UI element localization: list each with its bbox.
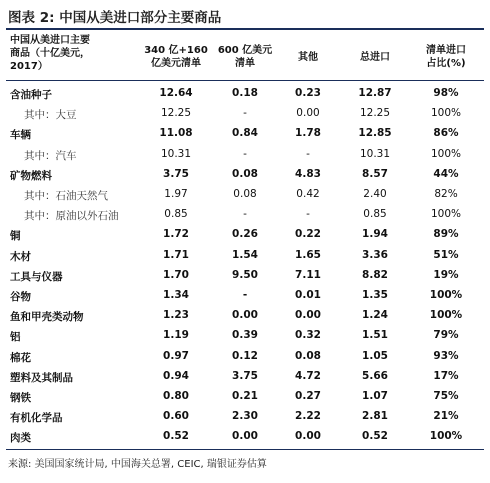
cell-c1: 12.64	[159, 87, 193, 99]
cell-c5: 51%	[433, 248, 459, 261]
cell-c3: -	[306, 147, 310, 160]
cell-c3: 1.65	[295, 248, 321, 261]
cell-c4: 2.40	[363, 188, 387, 200]
cell-c5: 100%	[429, 309, 463, 322]
cell-c4: 1.05	[362, 349, 388, 362]
cell-c3: 0.27	[295, 390, 321, 402]
cell-c3: 7.11	[295, 268, 321, 281]
cell-c1: 12.25	[160, 107, 192, 120]
cell-c5: 19%	[433, 268, 459, 281]
bottom-rule	[6, 449, 484, 450]
cell-c2: 0.84	[232, 127, 258, 140]
cell-c1: 1.23	[163, 309, 189, 322]
header-col1-line: 340 亿+160	[144, 45, 208, 56]
cell-c5: 100%	[430, 208, 462, 221]
table-row	[6, 347, 484, 367]
row-sublabel: 其中：石油天然气	[24, 190, 108, 202]
cell-c1: 1.34	[163, 289, 189, 301]
row-label: 工具与仪器	[10, 270, 63, 283]
cell-c5: 98%	[433, 87, 459, 99]
cell-c3: 0.23	[295, 87, 321, 99]
table-row	[6, 165, 484, 185]
cell-c3: 0.42	[296, 188, 320, 200]
cell-c3: 2.22	[295, 410, 321, 423]
cell-c1: 1.72	[163, 228, 189, 241]
row-label: 铝	[10, 331, 21, 344]
table-row	[6, 407, 484, 427]
cell-c3: 0.32	[295, 329, 321, 342]
cell-c5: 82%	[434, 188, 458, 200]
table-row	[6, 145, 484, 165]
table-row	[6, 205, 484, 225]
row-label: 矿物燃料	[10, 169, 52, 182]
row-sublabel: 其中：汽车	[24, 149, 77, 162]
cell-c4: 2.81	[362, 410, 388, 423]
header-col5-line: 清单进口	[426, 45, 466, 56]
cell-c3: -	[306, 208, 310, 221]
header-col2-line: 清单	[235, 58, 255, 69]
cell-c1: 0.60	[163, 410, 189, 423]
table-row	[6, 225, 484, 245]
header-item-line: 中国从美进口主要	[10, 35, 90, 46]
cell-c4: 3.36	[362, 248, 388, 261]
cell-c4: 1.35	[362, 289, 388, 301]
cell-c4: 8.57	[362, 167, 388, 180]
cell-c1: 1.19	[163, 329, 189, 342]
cell-c4: 5.66	[362, 369, 388, 382]
row-label: 鱼和甲壳类动物	[10, 311, 84, 324]
cell-c4: 10.31	[359, 147, 391, 160]
header-col2-line: 600 亿美元	[217, 45, 273, 56]
table-row	[6, 84, 484, 104]
cell-c5: 100%	[429, 430, 463, 443]
table-row	[6, 387, 484, 407]
row-label: 谷物	[10, 291, 31, 303]
cell-c1: 0.97	[163, 349, 189, 362]
header-col3-line: 其他	[298, 52, 318, 63]
cell-c1: 1.97	[164, 188, 188, 200]
row-label: 钢铁	[10, 392, 31, 404]
cell-c5: 100%	[430, 147, 462, 160]
table-row	[6, 427, 484, 447]
cell-c3: 0.00	[295, 430, 321, 443]
cell-c5: 86%	[433, 127, 459, 140]
header-item-line: 2017）	[10, 61, 48, 72]
header-col3	[278, 51, 338, 64]
cell-c2: -	[243, 107, 247, 120]
table-row	[6, 185, 484, 205]
cell-c2: -	[243, 147, 247, 160]
header-col4-line: 总进口	[360, 52, 390, 63]
cell-c1: 0.85	[164, 208, 188, 221]
row-label: 肉类	[10, 432, 31, 445]
cell-c5: 75%	[433, 390, 459, 402]
header-col5-line: 占比(%)	[426, 58, 466, 69]
cell-c4: 0.85	[363, 208, 387, 221]
row-label: 车辆	[10, 129, 31, 142]
cell-c3: 0.22	[295, 228, 321, 241]
cell-c2: 2.30	[232, 410, 258, 423]
table-row	[6, 266, 484, 286]
cell-c1: 0.80	[163, 390, 189, 402]
top-rule	[6, 28, 484, 30]
table-row	[6, 124, 484, 144]
cell-c2: 0.00	[232, 430, 258, 443]
cell-c2: 1.54	[232, 248, 258, 261]
header-rule	[6, 80, 484, 81]
cell-c2: 0.18	[232, 87, 258, 99]
header-col1-line: 亿美元清单	[151, 58, 201, 69]
cell-c4: 1.24	[362, 309, 388, 322]
cell-c4: 12.85	[358, 127, 392, 140]
header-col1	[136, 44, 216, 70]
cell-c3: 0.01	[295, 289, 321, 301]
cell-c1: 10.31	[160, 147, 192, 160]
cell-c4: 8.82	[362, 268, 388, 281]
header-col5	[408, 44, 484, 70]
cell-c5: 44%	[433, 167, 459, 180]
header-col2	[210, 44, 280, 70]
cell-c5: 100%	[430, 107, 462, 120]
cell-c4: 12.87	[358, 87, 392, 99]
cell-c2: 0.26	[232, 228, 258, 241]
table-row	[6, 367, 484, 387]
cell-c4: 1.94	[362, 228, 388, 241]
cell-c5: 17%	[433, 369, 459, 382]
cell-c4: 1.51	[362, 329, 388, 342]
cell-c2: 9.50	[232, 268, 258, 281]
cell-c2: 3.75	[232, 369, 258, 382]
cell-c1: 1.70	[163, 268, 189, 281]
cell-c2: 0.39	[232, 329, 258, 342]
cell-c5: 100%	[429, 289, 463, 301]
table-row	[6, 306, 484, 326]
cell-c3: 4.72	[295, 369, 321, 382]
cell-c3: 4.83	[295, 167, 321, 180]
cell-c3: 1.78	[295, 127, 321, 140]
row-label: 木材	[10, 250, 31, 263]
cell-c1: 0.94	[163, 369, 189, 382]
header-item	[10, 34, 140, 73]
cell-c2: 0.08	[233, 188, 257, 200]
cell-c4: 1.07	[362, 390, 388, 402]
cell-c2: 0.00	[232, 309, 258, 322]
row-label: 含油种子	[10, 89, 52, 101]
header-col4	[345, 51, 405, 64]
cell-c5: 79%	[433, 329, 459, 342]
cell-c5: 93%	[433, 349, 459, 362]
cell-c1: 3.75	[163, 167, 189, 180]
table-row	[6, 246, 484, 266]
cell-c3: 0.08	[295, 349, 321, 362]
row-label: 铜	[10, 230, 21, 243]
source-note: 来源: 美国国家统计局, 中国海关总署, CEIC, 瑞银证券估算	[8, 459, 267, 470]
row-label: 有机化学品	[10, 412, 63, 425]
cell-c2: 0.12	[232, 349, 258, 362]
cell-c1: 0.52	[163, 430, 189, 443]
row-sublabel: 其中：大豆	[24, 109, 77, 122]
cell-c2: 0.08	[232, 167, 258, 180]
cell-c3: 0.00	[295, 309, 321, 322]
cell-c1: 11.08	[159, 127, 193, 140]
cell-c4: 0.52	[362, 430, 388, 443]
cell-c5: 89%	[433, 228, 459, 241]
table-row	[6, 104, 484, 124]
cell-c2: 0.21	[232, 390, 258, 402]
row-label: 塑料及其制品	[10, 371, 73, 384]
cell-c3: 0.00	[296, 107, 320, 120]
table-row	[6, 286, 484, 306]
cell-c2: -	[242, 289, 248, 301]
table-row	[6, 326, 484, 346]
cell-c4: 12.25	[359, 107, 391, 120]
cell-c2: -	[243, 208, 247, 221]
cell-c5: 21%	[433, 410, 459, 423]
cell-c1: 1.71	[163, 248, 189, 261]
row-label: 棉花	[10, 351, 31, 364]
header-item-line: 商品（十亿美元，	[10, 48, 90, 59]
row-sublabel: 其中：原油以外石油	[24, 210, 119, 223]
table-title: 图表 2: 中国从美进口部分主要商品	[8, 10, 222, 26]
